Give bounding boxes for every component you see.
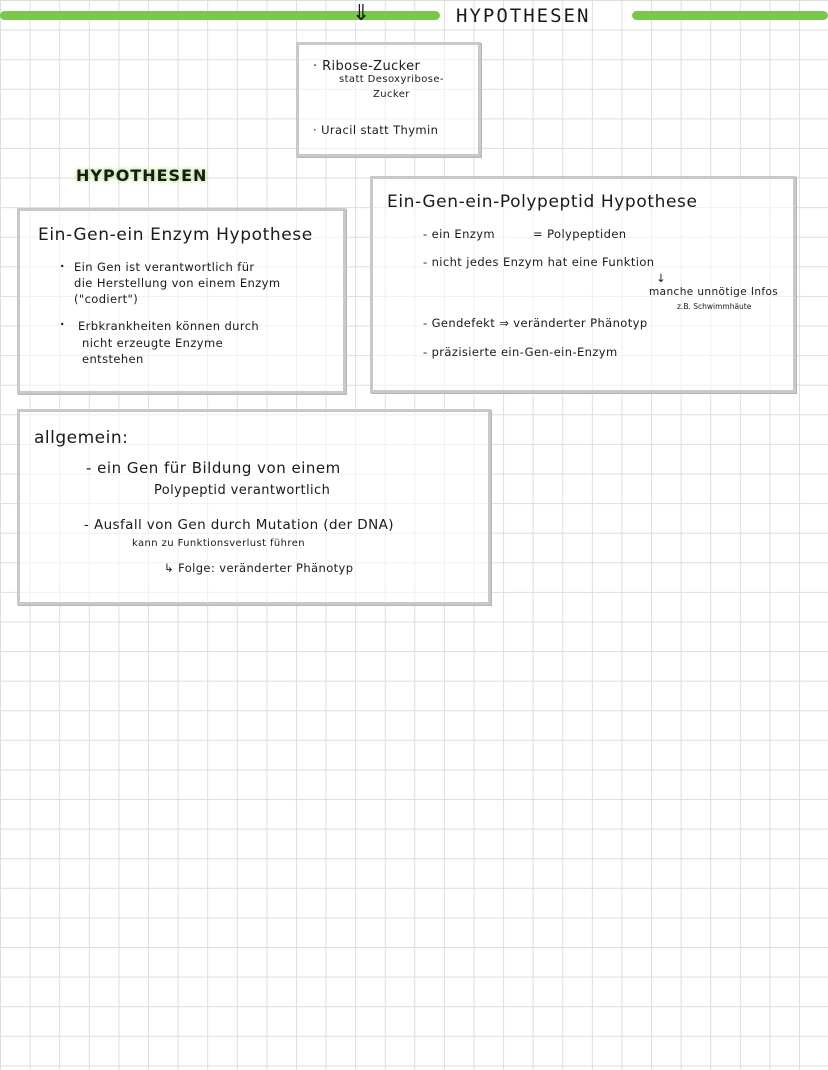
page-title: HYPOTHESEN bbox=[456, 5, 591, 27]
enzyme-point1-line2: die Herstellung von einem Enzym bbox=[74, 276, 281, 290]
general-consequence: ↳ Folge: veränderter Phänotyp bbox=[164, 561, 354, 575]
general-item2-line2: kann zu Funktionsverlust führen bbox=[132, 538, 305, 549]
header-bar-left bbox=[0, 11, 440, 20]
note-uracil: · Uracil statt Thymin bbox=[313, 123, 439, 137]
polypeptide-item2: - nicht jedes Enzym hat eine Funktion bbox=[423, 255, 655, 269]
bullet-icon: · bbox=[60, 259, 65, 273]
rna-differences-box bbox=[296, 42, 481, 157]
enzyme-point2-line3: entstehen bbox=[82, 352, 144, 366]
general-item1-line1: - ein Gen für Bildung von einem bbox=[86, 459, 341, 477]
header-bar-right bbox=[632, 11, 828, 20]
down-arrow-icon: ⇓ bbox=[352, 1, 371, 26]
enzyme-point1-line3: ("codiert") bbox=[74, 292, 139, 306]
general-label: allgemein: bbox=[34, 428, 129, 448]
note-zucker: Zucker bbox=[373, 89, 410, 100]
polypeptide-hypothesis-box bbox=[370, 176, 796, 393]
polypeptide-item1-result: = Polypeptiden bbox=[533, 227, 627, 241]
general-item1-line2: Polypeptid verantwortlich bbox=[154, 483, 331, 498]
down-arrow-icon: ↓ bbox=[656, 271, 667, 285]
polypeptide-note2: z.B. Schwimmhäute bbox=[677, 302, 752, 311]
bullet-icon: · bbox=[60, 317, 65, 331]
enzyme-hypothesis-box bbox=[17, 208, 346, 394]
polypeptide-note1: manche unnötige Infos bbox=[649, 286, 779, 298]
polypeptide-hypothesis-title: Ein-Gen-ein-Polypeptid Hypothese bbox=[387, 192, 698, 212]
polypeptide-item3: - Gendefekt ⇒ veränderter Phänotyp bbox=[423, 316, 648, 330]
general-item2-line1: - Ausfall von Gen durch Mutation (der DNA) bbox=[84, 517, 394, 533]
enzyme-point1-line1: Ein Gen ist verantwortlich für bbox=[74, 260, 255, 274]
note-desoxyribose: statt Desoxyribose- bbox=[339, 74, 444, 85]
polypeptide-item4: - präzisierte ein-Gen-ein-Enzym bbox=[423, 345, 618, 359]
enzyme-hypothesis-title: Ein-Gen-ein Enzym Hypothese bbox=[38, 225, 313, 245]
enzyme-point2-line1: Erbkrankheiten können durch bbox=[78, 319, 260, 333]
section-heading: HYPOTHESEN bbox=[76, 166, 208, 185]
enzyme-point2-line2: nicht erzeugte Enzyme bbox=[82, 336, 224, 350]
general-summary-box bbox=[17, 409, 491, 605]
polypeptide-item1: - ein Enzym bbox=[423, 227, 496, 241]
note-ribose: · Ribose-Zucker bbox=[313, 59, 421, 74]
